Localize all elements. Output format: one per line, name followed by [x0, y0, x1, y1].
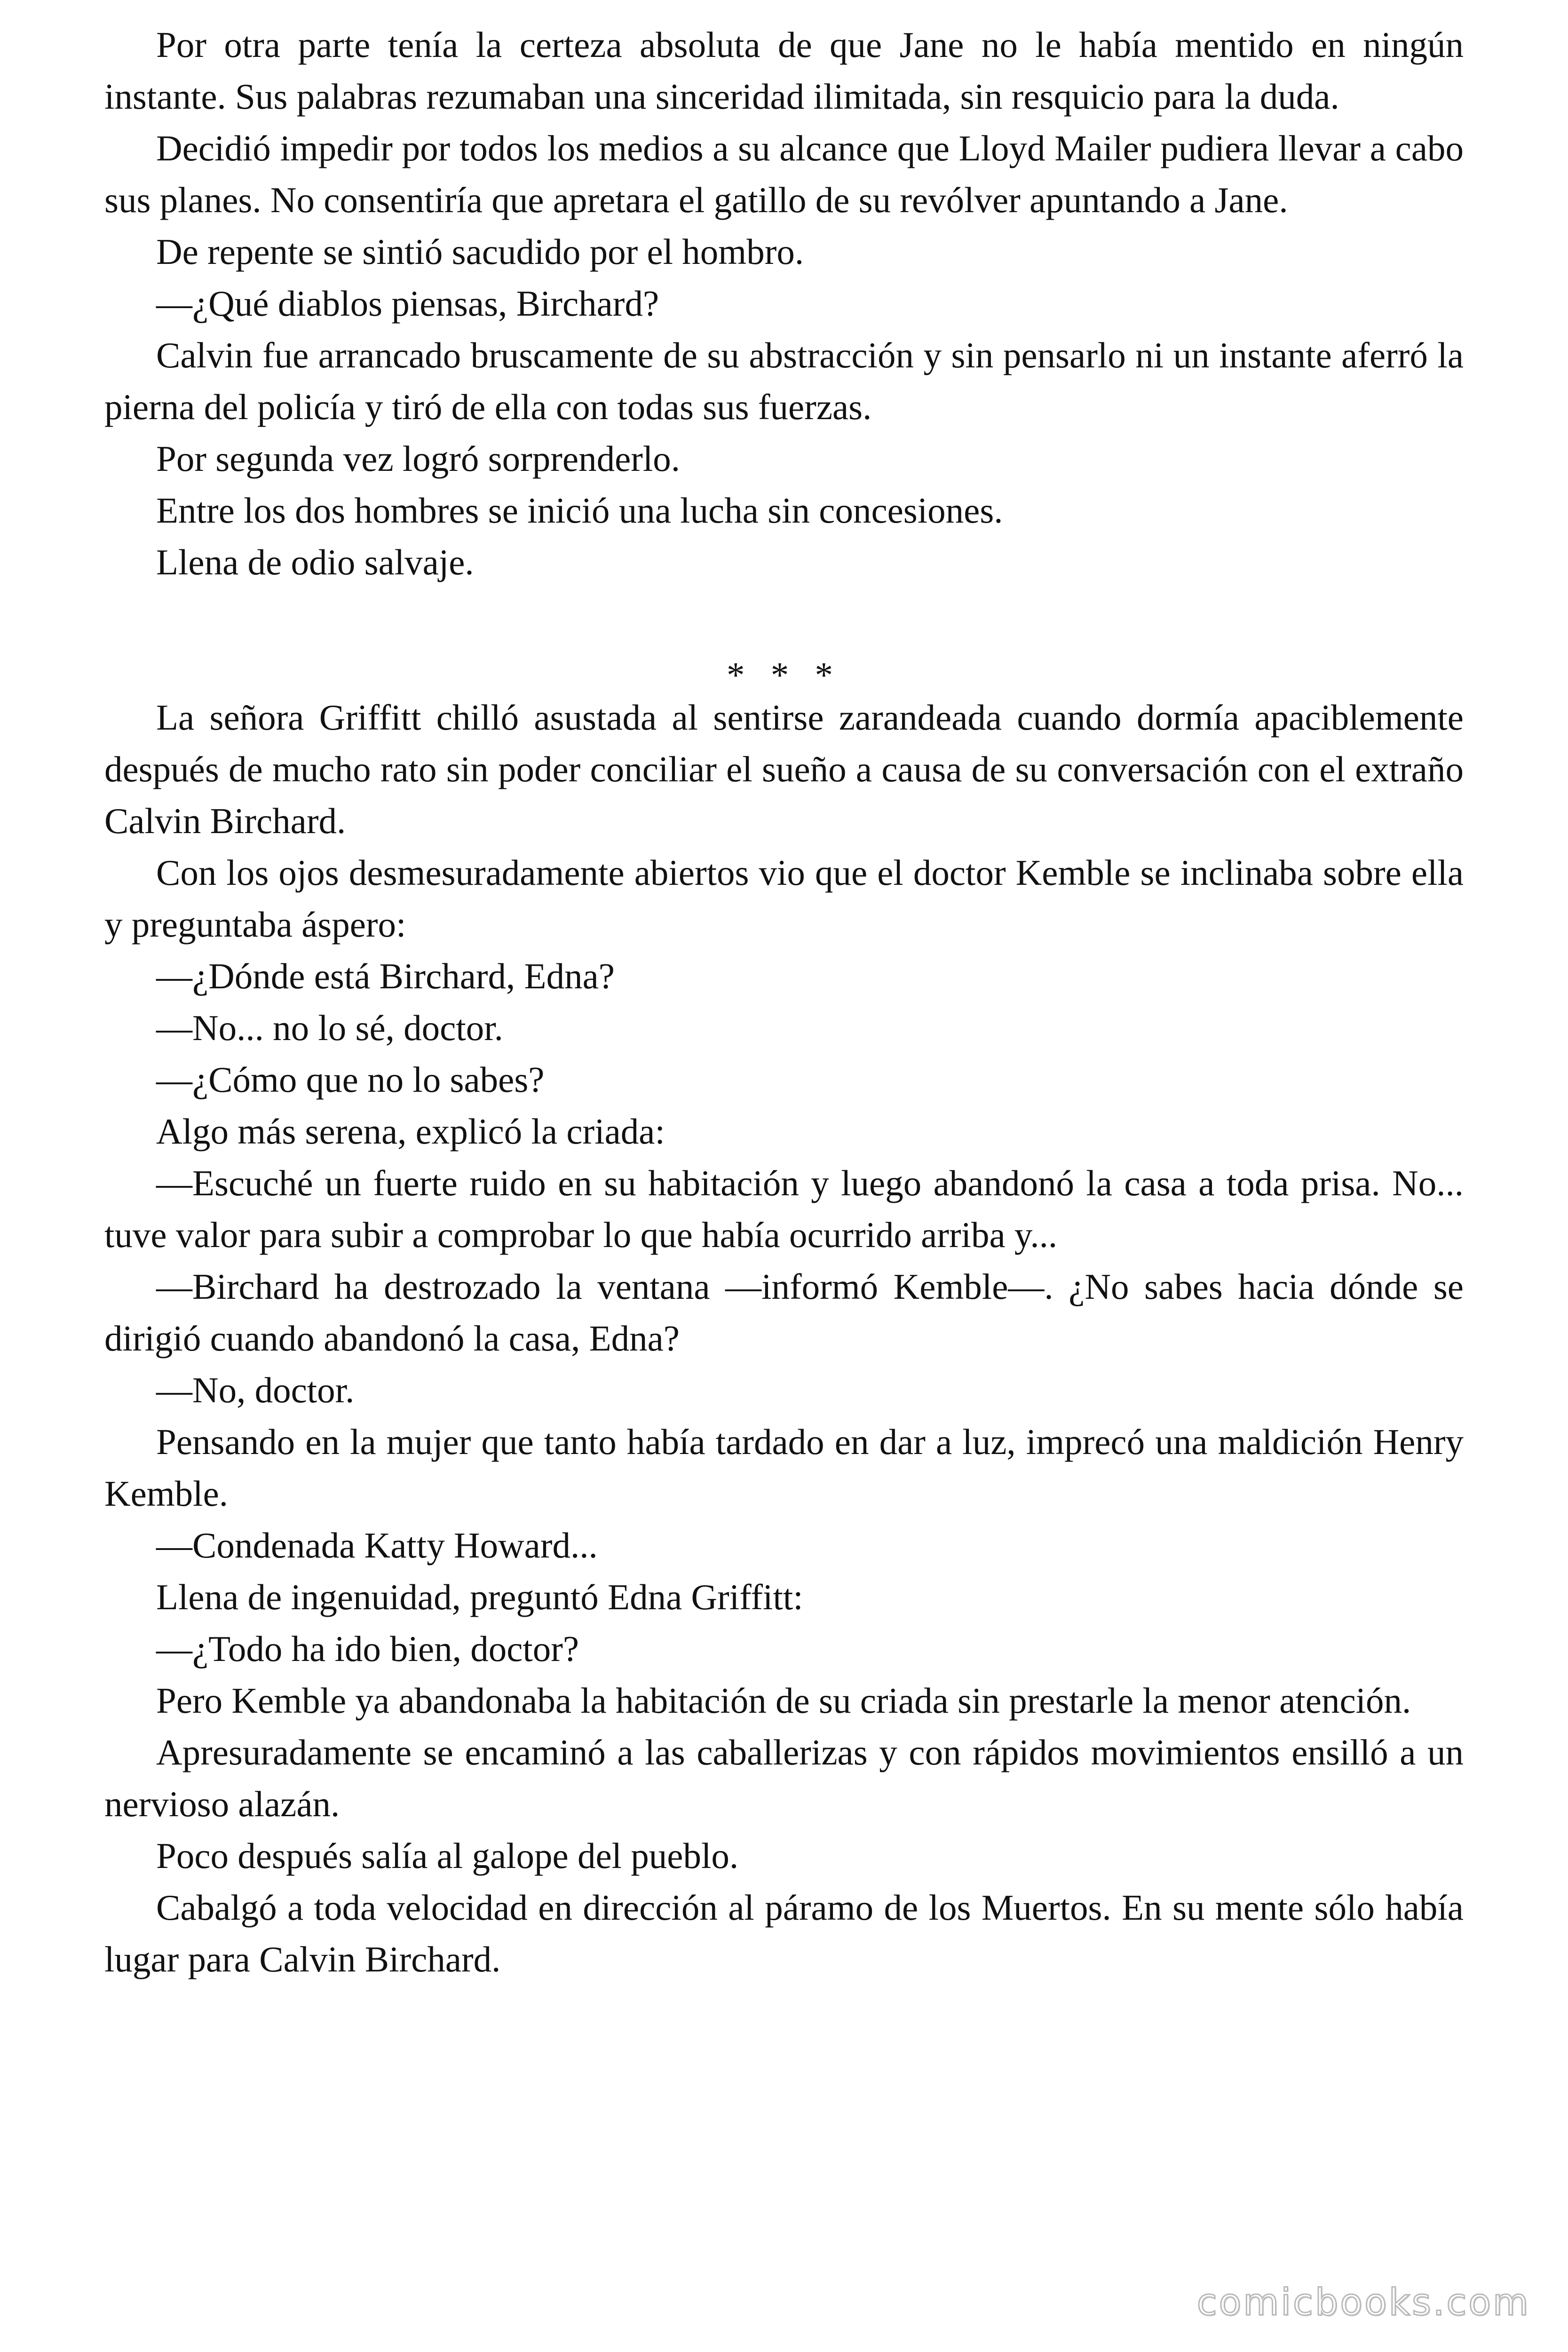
- paragraph: Cabalgó a toda velocidad en dirección al páramo de los Muertos. En su mente sólo había lugar para Calvin Birchard.: [104, 1887, 1464, 1979]
- paragraph: Con los ojos desmesuradamente abiertos vio que el doctor Kemble se inclinaba sobre ella y preguntaba áspero:: [104, 852, 1464, 945]
- paragraph: Pensando en la mujer que tanto había tardado en dar a luz, imprecó una maldición Henry Kemble.: [104, 1422, 1464, 1514]
- paragraph: Pero Kemble ya abandonaba la habitación de su criada sin prestarle la menor atención.: [156, 1680, 1411, 1721]
- dialogue-line: —Escuché un fuerte ruido en su habitación y luego abandonó la casa a toda prisa. No... tuve valor para subir a comprobar lo que había ocurrido arriba y...: [104, 1163, 1464, 1255]
- paragraph: La señora Griffitt chilló asustada al sentirse zarandeada cuando dormía apaciblemente después de mucho rato sin poder conciliar el sueño a causa de su conversación con el extraño Calvin Birchard.: [104, 697, 1464, 841]
- paragraph: Llena de odio salvaje.: [156, 542, 474, 582]
- text-section-2: [104, 691, 1464, 1985]
- paragraph: Decidió impedir por todos los medios a su alcance que Lloyd Mailer pudiera llevar a cabo sus planes. No consentiría que apretara el gatillo de su revólver apuntando a Jane.: [104, 128, 1464, 220]
- paragraph: Apresuradamente se encaminó a las caballerizas y con rápidos movimientos ensilló a un nervioso alazán.: [104, 1732, 1464, 1824]
- paragraph: Poco después salía al galope del pueblo.: [156, 1836, 739, 1876]
- dialogue-line: —Condenada Katty Howard...: [156, 1525, 598, 1565]
- paragraph: Por segunda vez logró sorprenderlo.: [156, 438, 681, 479]
- dialogue-line: —¿Qué diablos piensas, Birchard?: [156, 283, 659, 324]
- dialogue-line: —Birchard ha destrozado la ventana —informó Kemble—. ¿No sabes hacia dónde se dirigió cuando abandonó la casa, Edna?: [104, 1266, 1464, 1359]
- dialogue-line: —¿Cómo que no lo sabes?: [156, 1059, 545, 1100]
- paragraph: Entre los dos hombres se inició una lucha sin concesiones.: [156, 490, 1003, 531]
- text-section-1: [104, 19, 1464, 588]
- paragraph: Algo más serena, explicó la criada:: [156, 1111, 665, 1152]
- dialogue-line: —No, doctor.: [156, 1370, 355, 1410]
- dialogue-line: —¿Todo ha ido bien, doctor?: [156, 1629, 579, 1669]
- dialogue-line: —No... no lo sé, doctor.: [156, 1008, 503, 1048]
- dialogue-line: —¿Dónde está Birchard, Edna?: [156, 956, 615, 996]
- watermark: comicbooks.com: [1196, 2281, 1530, 2324]
- paragraph: Calvin fue arrancado bruscamente de su abstracción y sin pensarlo ni un instante aferró la pierna del policía y tiró de ella con todas sus fuerzas.: [104, 335, 1464, 427]
- scene-break: * * *: [727, 655, 841, 695]
- paragraph: Por otra parte tenía la certeza absoluta de que Jane no le había mentido en ningún instante. Sus palabras rezumaban una sinceridad ilimitada, sin resquicio para la duda.: [104, 24, 1464, 117]
- paragraph: Llena de ingenuidad, preguntó Edna Griffitt:: [156, 1577, 803, 1617]
- paragraph: De repente se sintió sacudido por el hombro.: [156, 231, 804, 272]
- book-page: [104, 19, 1464, 1985]
